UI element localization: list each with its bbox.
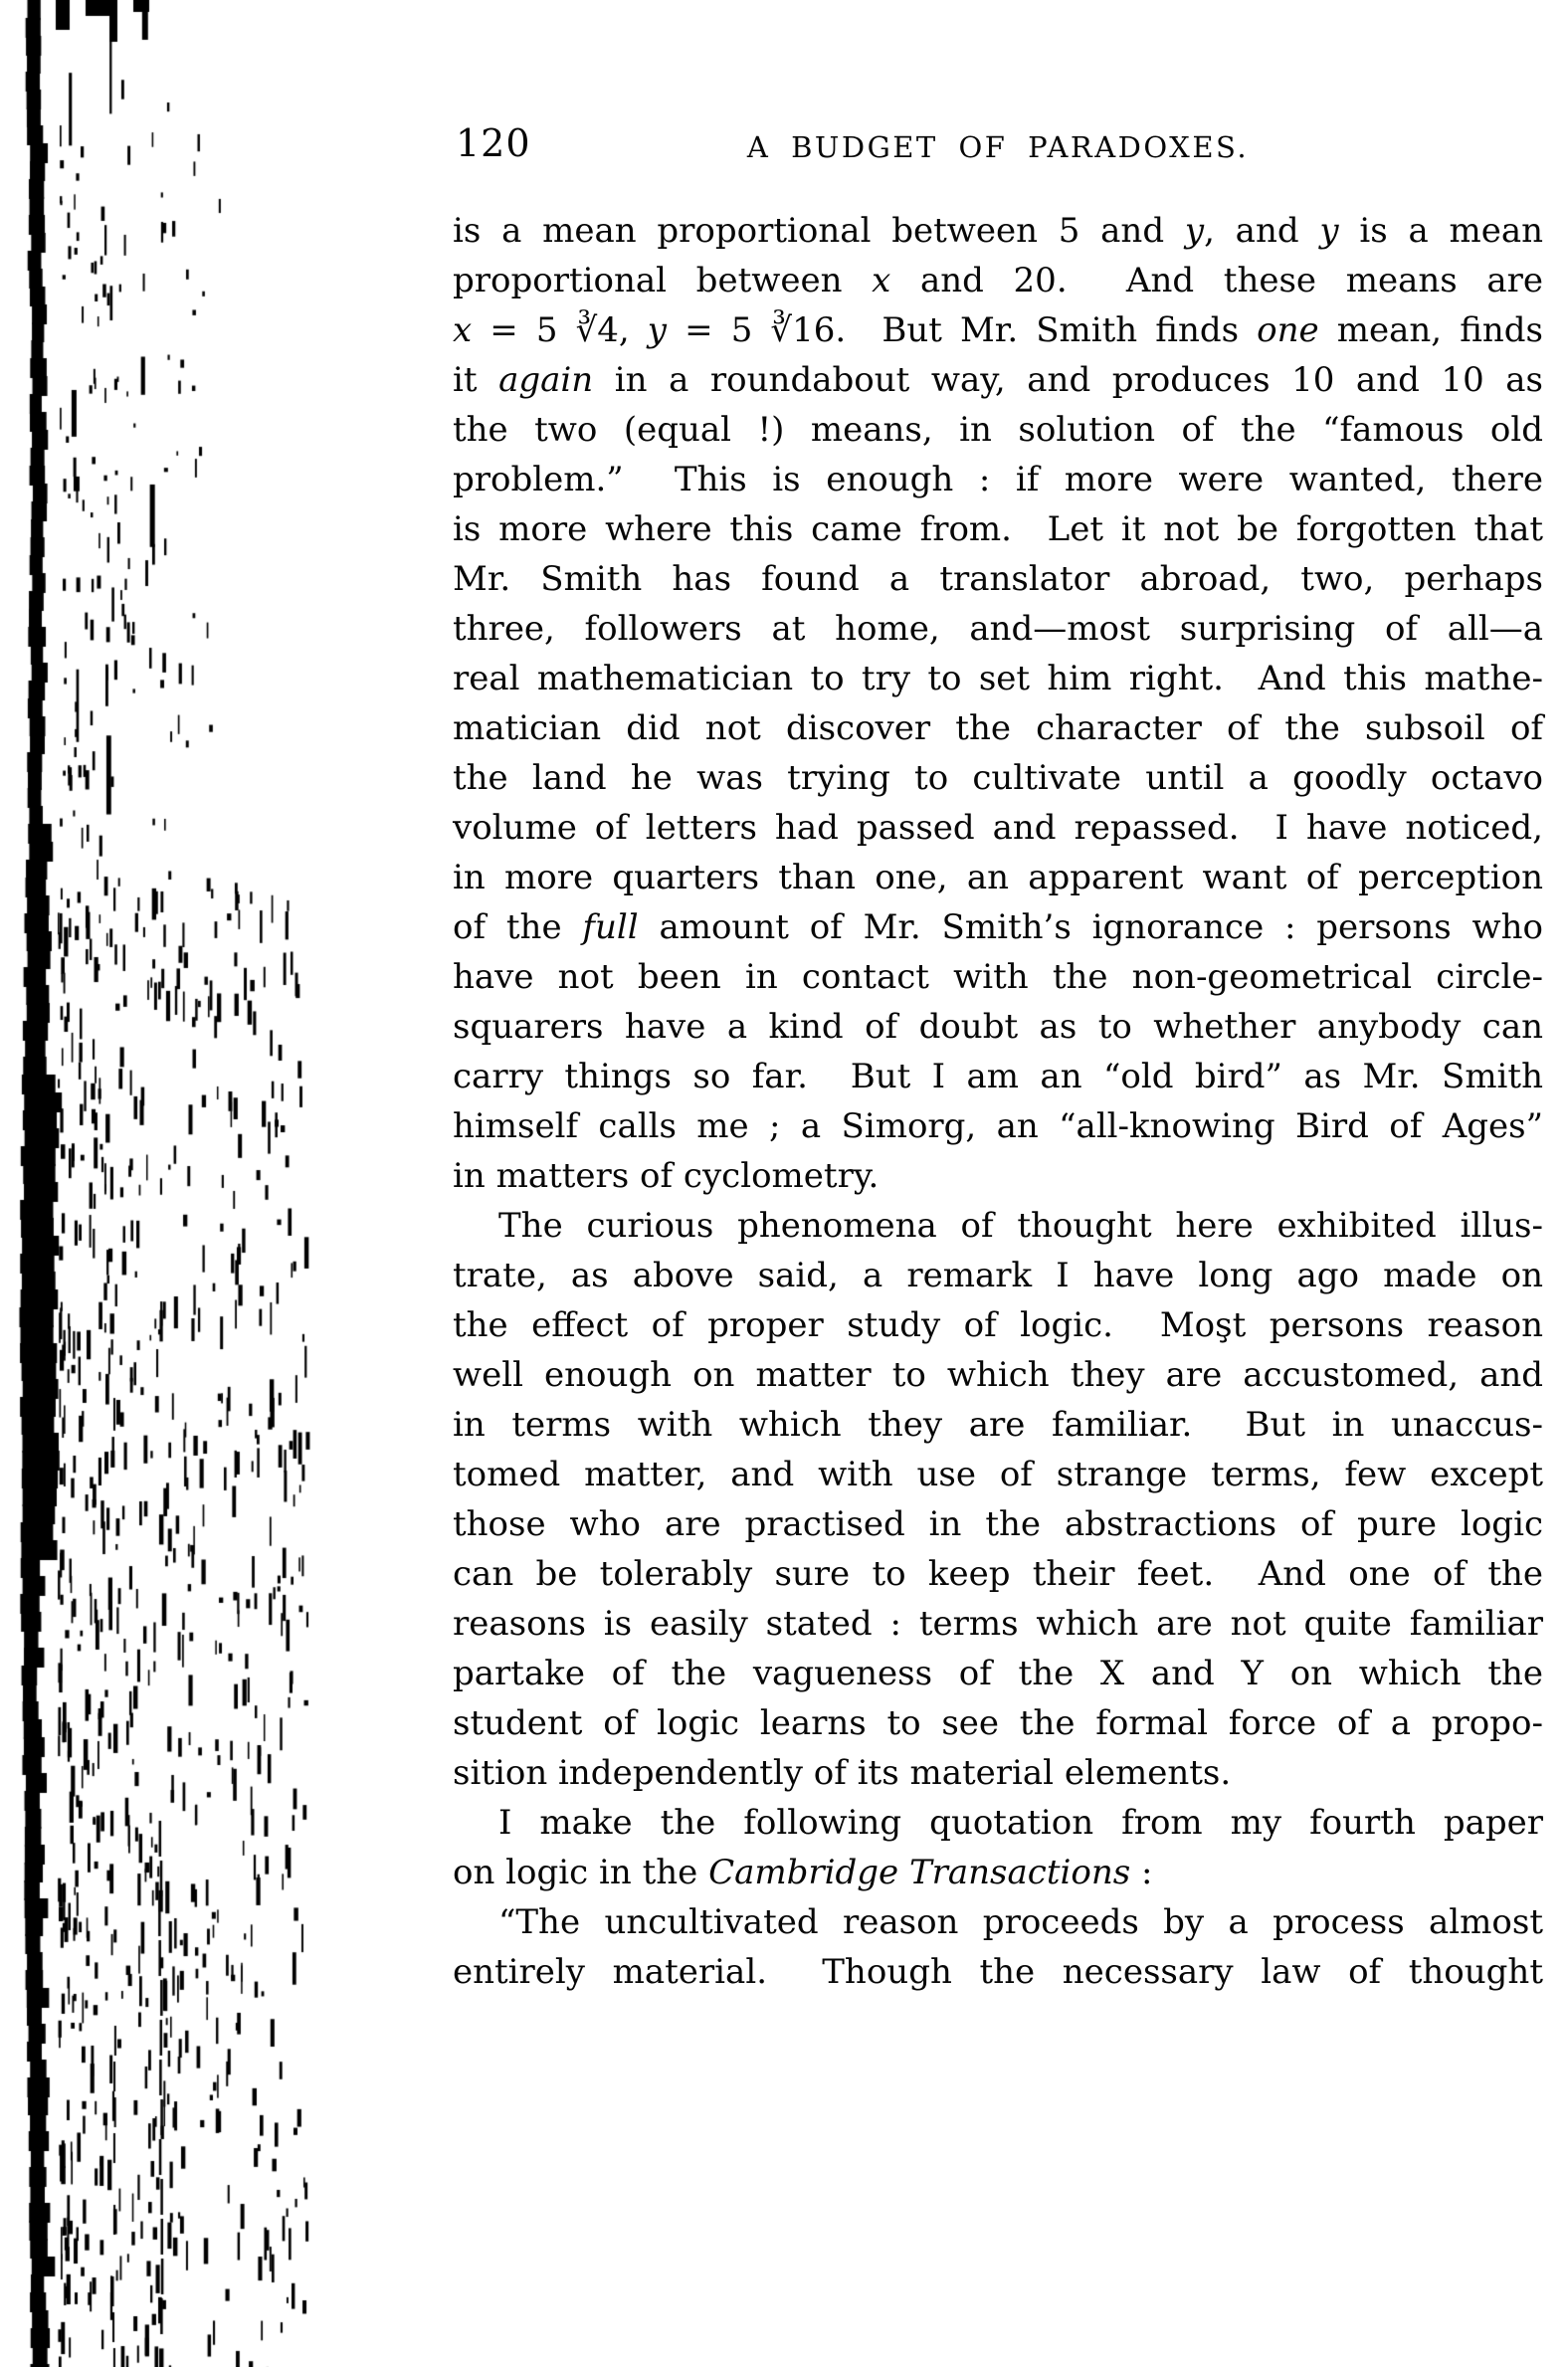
text-line: can be tolerably sure to keep their feet. And one of the bbox=[453, 1554, 1543, 1594]
text-line: well enough on matter to which they are accustomed, and bbox=[453, 1355, 1543, 1395]
text-line: I make the following quotation from my fourth paper bbox=[498, 1803, 1543, 1843]
text-line: in matters of cyclometry. bbox=[453, 1156, 880, 1196]
text-line: is more where this came from. Let it not be forgotten that bbox=[453, 509, 1543, 549]
text-line: x = 5 ∛4, y = 5 ∛16. But Mr. Smith finds one mean, finds bbox=[453, 310, 1543, 350]
text-line: the land he was trying to cultivate until a goodly octavo bbox=[453, 758, 1543, 798]
text-line: those who are practised in the abstractions of pure logic bbox=[453, 1504, 1543, 1544]
text-line: Mr. Smith has found a translator abroad, two, perhaps bbox=[453, 559, 1543, 599]
text-line: trate, as above said, a remark I have long ago made on bbox=[453, 1256, 1543, 1295]
text-line: in terms with which they are familiar. But in unaccus- bbox=[453, 1405, 1543, 1445]
text-line: The curious phenomena of thought here exhibited illus- bbox=[498, 1206, 1543, 1246]
text-line: the two (equal !) means, in solution of the “famous old bbox=[453, 410, 1543, 450]
text-line: volume of letters had passed and repassed. I have noticed, bbox=[453, 808, 1543, 848]
text-line: partake of the vagueness of the X and Y on which the bbox=[453, 1654, 1543, 1693]
text-line: student of logic learns to see the formal force of a propo- bbox=[453, 1703, 1543, 1743]
text-line: “The uncultivated reason proceeds by a process almost bbox=[498, 1902, 1543, 1942]
text-line: squarers have a kind of doubt as to whether anybody can bbox=[453, 1007, 1543, 1047]
text-line: the effect of proper study of logic. Moşt persons reason bbox=[453, 1305, 1543, 1345]
text-line: have not been in contact with the non-geometrical circle- bbox=[453, 957, 1543, 997]
text-line: problem.” This is enough : if more were wanted, there bbox=[453, 460, 1543, 499]
text-line: carry things so far. But I am an “old bird” as Mr. Smith bbox=[453, 1057, 1543, 1096]
text-line: himself calls me ; a Simorg, an “all-knowing Bird of Ages” bbox=[453, 1106, 1543, 1146]
text-line: reasons is easily stated : terms which are not quite familiar bbox=[453, 1604, 1543, 1644]
page-text bbox=[453, 206, 1543, 1997]
text-line: entirely material. Though the necessary law of thought bbox=[453, 1952, 1543, 1992]
text-line: matician did not discover the character of the subsoil of bbox=[453, 708, 1543, 748]
text-line: in more quarters than one, an apparent want of perception bbox=[453, 858, 1543, 897]
text-line: three, followers at home, and—most surprising of all—a bbox=[453, 609, 1543, 649]
scan-gutter-noise bbox=[0, 0, 358, 2367]
text-line: of the full amount of Mr. Smith’s ignorance : persons who bbox=[453, 907, 1543, 947]
text-line: tomed matter, and with use of strange terms, few except bbox=[453, 1455, 1543, 1494]
text-line: is a mean proportional between 5 and y, and y is a mean bbox=[453, 211, 1544, 251]
text-line: proportional between x and 20. And these means are bbox=[453, 261, 1543, 300]
running-header: A BUDGET OF PARADOXES. bbox=[746, 130, 1250, 164]
text-line: on logic in the Cambridge Transactions : bbox=[453, 1853, 1153, 1892]
text-line: sition independently of its material elements. bbox=[453, 1753, 1232, 1793]
text-line: it again in a roundabout way, and produces 10 and 10 as bbox=[453, 360, 1543, 400]
text-line: real mathematician to try to set him right. And this mathe- bbox=[453, 659, 1543, 698]
page-number: 120 bbox=[456, 121, 531, 165]
